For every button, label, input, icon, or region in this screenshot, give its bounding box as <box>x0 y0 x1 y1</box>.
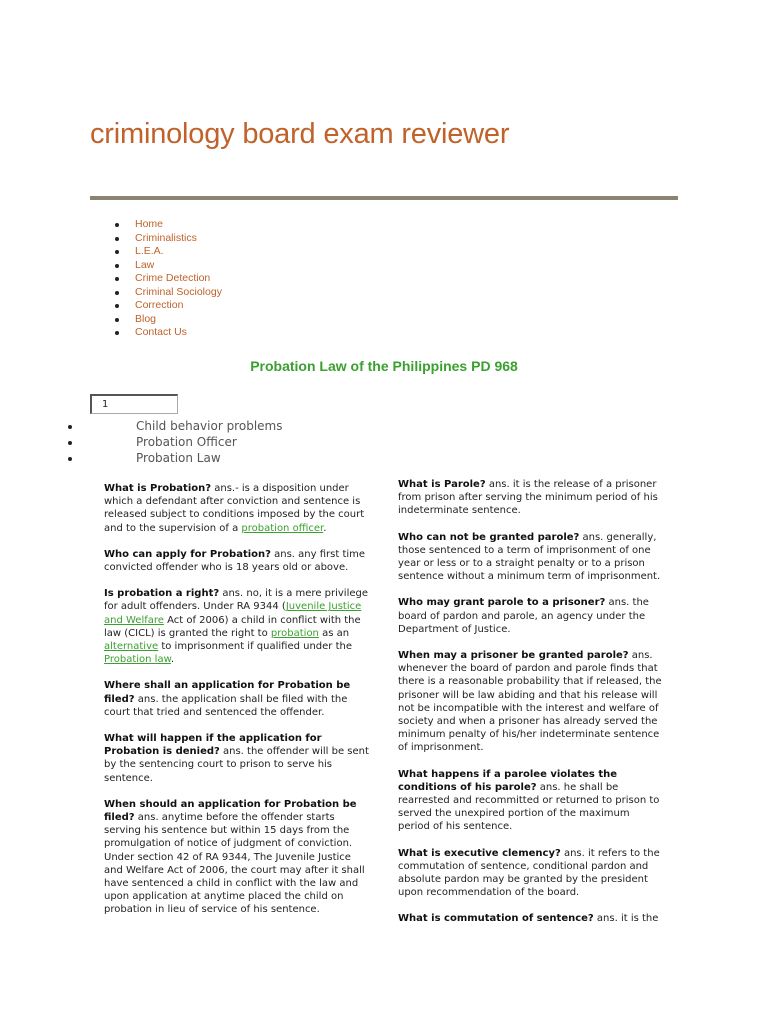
qa-when-filed <box>104 798 370 917</box>
question: What is Parole? <box>398 479 486 490</box>
nav-item-criminal-sociology <box>112 286 222 300</box>
left-column <box>104 482 370 930</box>
header-divider <box>90 196 678 200</box>
nav-link-law[interactable]: Law <box>135 258 155 271</box>
answer: ans. it refers to the commutation of sentence, conditional pardon and absolute pardon may be granted by the president upon recommendation of the board. <box>398 847 660 899</box>
answer: ans. whenever the board of pardon and parole finds that there is a reasonable probability that if released, the prisoner will be law abiding and that his release will not be incompatible with the interest and welfare of society and when a prisoner has already served the minimum penalty of his/her indeterminate sentence of imprisonment. <box>398 650 662 754</box>
nav-item-law <box>112 259 222 273</box>
question: What is commutation of sentence? <box>398 913 594 925</box>
qa-where-filed <box>104 679 370 719</box>
qa-what-is-probation <box>104 482 370 535</box>
answer: as an <box>318 627 350 639</box>
page-number-input[interactable]: 1 <box>90 394 178 414</box>
nav-link-criminal-sociology[interactable]: Criminal Sociology <box>135 285 222 298</box>
qa-parolee-violates <box>398 768 664 834</box>
nav-item-crime-detection <box>112 272 222 286</box>
qa-what-is-parole <box>398 478 664 518</box>
qa-who-can-apply <box>104 548 370 574</box>
answer: ans. any first time convicted offender who is 18 years old or above. <box>104 548 366 574</box>
nav-item-home <box>112 218 222 232</box>
question: When may a prisoner be granted parole? <box>398 650 629 662</box>
qa-not-granted-parole <box>398 531 664 584</box>
answer: ans.- is a disposition under which a defendant after conviction and sentence is released subject to conditions imposed by the court and to the supervision of a <box>104 483 365 534</box>
post-title: Probation Law of the Philippines PD 968 <box>250 358 518 374</box>
nav-link-lea[interactable]: L.E.A. <box>135 245 164 257</box>
answer: ans. the application shall be filed with the court that tried and sentenced the offender. <box>104 693 348 718</box>
answer: ans. no, it is a mere privilege for adult offenders. Under RA 9344 ( <box>104 588 369 613</box>
link-juvenile-justice[interactable]: Juvenile Justice and Welfare <box>104 601 362 626</box>
question: When should an application for Probation be filed? <box>104 798 357 824</box>
nav-item-lea <box>112 245 222 259</box>
answer: ans. he shall be rearrested and recommitted or returned to prison to served the unexpired portion of the maximum period of his sentence. <box>398 781 660 833</box>
related-topics-list <box>62 418 282 466</box>
nav-item-contact-us <box>112 326 222 340</box>
answer: Act of 2006) a child in conflict with the law (CICL) is granted the right to <box>104 614 361 639</box>
link-alternative[interactable]: alternative <box>104 641 159 653</box>
answer: ans. anytime before the offender starts serving his sentence but within 15 days from the promulgation of notice of judgment of conviction. Under section 42 of RA 9344, The Juvenile Justice and Welfare Act of 2006, the court may after it shall have sentenced a child in conflict with the law and upon application at anytime placed the child on probation in lieu of service of his sentence. <box>104 812 365 916</box>
qa-when-parole-granted <box>398 649 664 755</box>
nav-link-contact-us[interactable]: Contact Us <box>135 326 187 338</box>
question: Who may grant parole to a prisoner? <box>398 597 606 609</box>
answer: ans. it is the release of a prisoner from prison after serving the minimum period of his indeterminate sentence. <box>398 479 658 517</box>
answer: ans. generally, those sentenced to a term of imprisonment of one year or less or to a straight penalty or to a prison sentence without a minimum term of imprisonment. <box>398 531 661 583</box>
nav-link-blog[interactable]: Blog <box>135 312 157 325</box>
answer-end: . <box>170 654 175 666</box>
main-nav <box>112 218 222 340</box>
question: What happens if a parolee violates the conditions of his parole? <box>398 768 618 793</box>
nav-link-home[interactable]: Home <box>135 218 164 230</box>
question: Where shall an application for Probation be filed? <box>104 680 351 705</box>
nav-item-correction <box>112 299 222 313</box>
nav-item-criminalistics <box>112 232 222 246</box>
qa-executive-clemency <box>398 847 664 900</box>
right-column <box>398 478 664 939</box>
site-title[interactable]: criminology board exam reviewer <box>90 118 510 150</box>
qa-who-grants-parole <box>398 596 664 636</box>
answer: ans. the board of pardon and parole, an agency under the Department of Justice. <box>398 597 649 635</box>
qa-is-probation-right <box>104 587 370 666</box>
answer: ans. it is the <box>593 913 659 925</box>
link-probation-officer[interactable]: probation officer <box>241 522 324 534</box>
qa-if-denied <box>104 732 370 785</box>
nav-link-crime-detection[interactable]: Crime Detection <box>135 272 211 284</box>
question: Is probation a right? <box>104 588 220 600</box>
nav-link-correction[interactable]: Correction <box>135 299 184 311</box>
question: What will happen if the application for Probation is denied? <box>104 733 322 758</box>
nav-link-criminalistics[interactable]: Criminalistics <box>135 231 197 244</box>
link-probation-law[interactable]: Probation law <box>104 654 171 666</box>
related-item[interactable]: Probation Law <box>62 450 282 466</box>
related-item[interactable]: Child behavior problems <box>62 418 282 434</box>
question: What is Probation? <box>104 483 212 494</box>
qa-commutation <box>398 912 664 925</box>
answer-end: . <box>323 522 327 534</box>
related-item[interactable]: Probation Officer <box>62 434 282 450</box>
question: Who can apply for Probation? <box>104 548 271 560</box>
answer: to imprisonment if qualified under the <box>158 641 353 653</box>
nav-item-blog <box>112 313 222 327</box>
question: Who can not be granted parole? <box>398 531 580 543</box>
answer: ans. the offender will be sent by the sentencing court to prison to serve his sentence. <box>104 746 369 784</box>
link-probation[interactable]: probation <box>270 627 319 639</box>
question: What is executive clemency? <box>398 847 561 859</box>
